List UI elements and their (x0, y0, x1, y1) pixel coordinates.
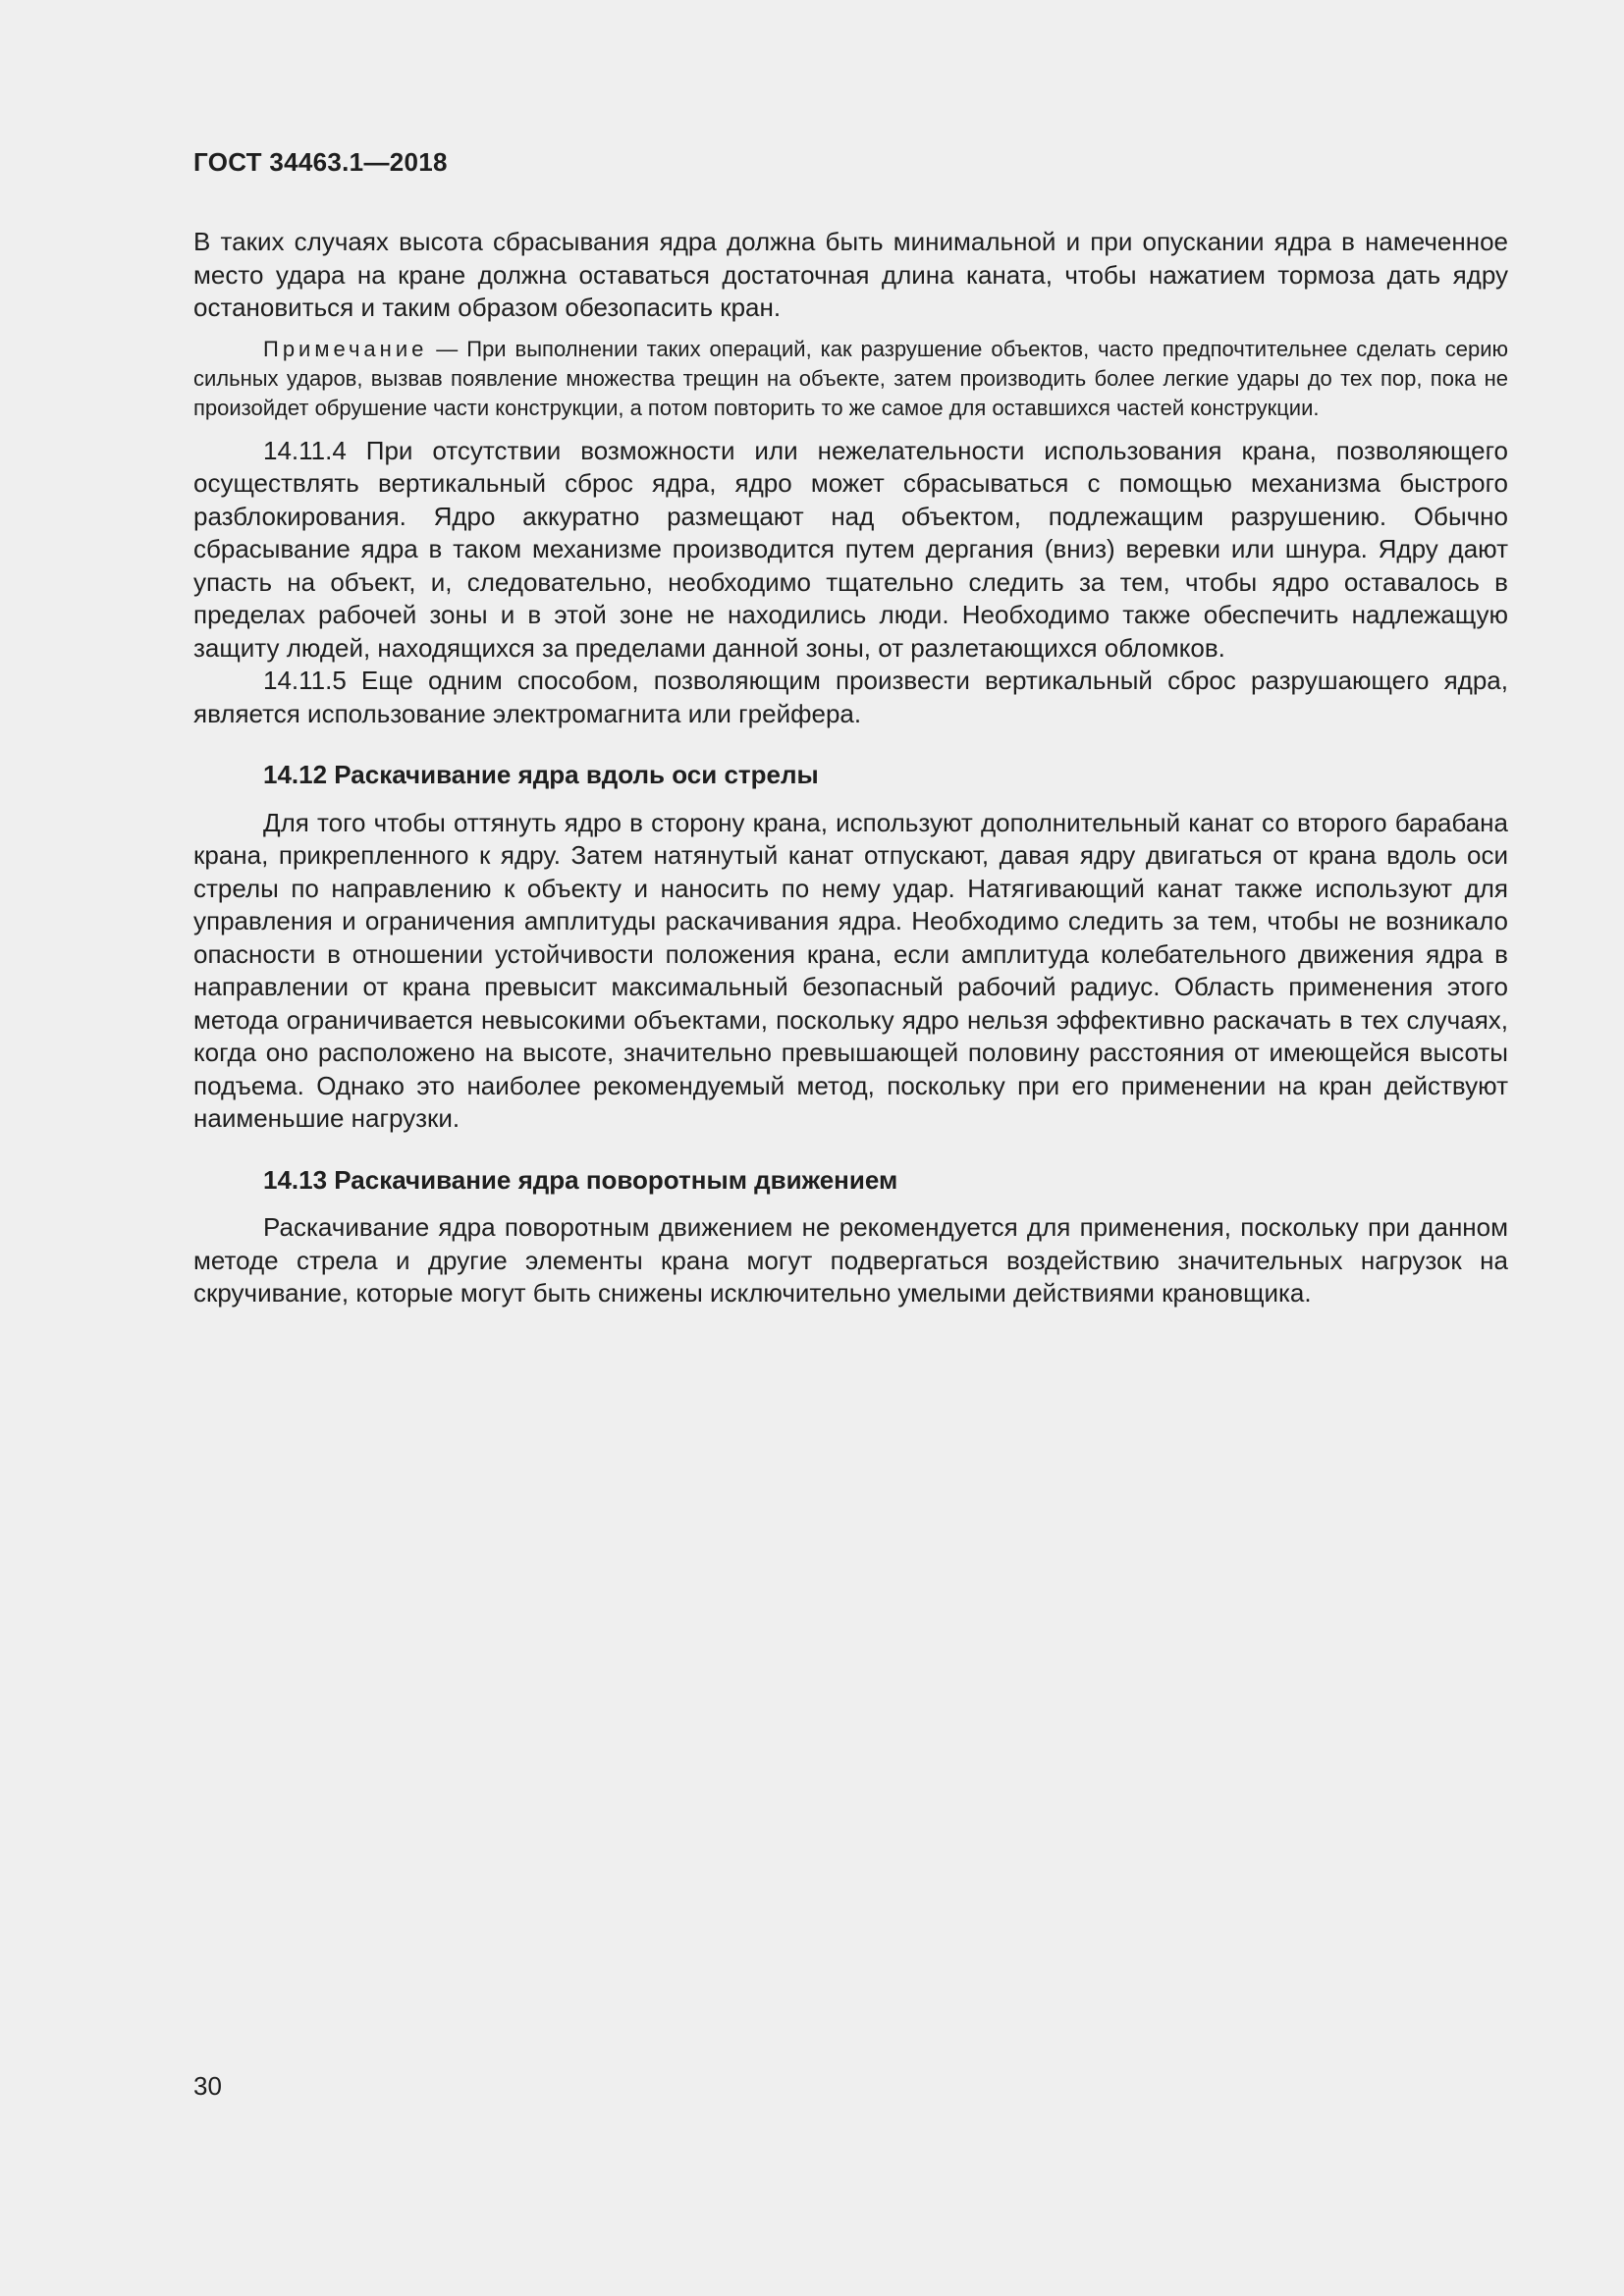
note-label: Примечание (263, 336, 428, 361)
paragraph-intro: В таких случаях высота сбрасывания ядра должна быть минимальной и при опускании ядра в намеченное место удара на кране должна оставаться достаточная длина каната, чтобы нажатием тормоза дать ядру остановиться и таким образом обезопасить кран. (193, 227, 1508, 322)
page-body (193, 226, 1508, 1310)
note-paragraph (193, 335, 1508, 423)
paragraph-14-11-4: 14.11.4 При отсутствии возможности или нежелательности использования крана, позволяющего осуществлять вертикальный сброс ядра, ядро может сбрасываться с помощью механизма быстрого разблокирования. Ядро аккуратно размещают над объектом, подлежащим разрушению. Обычно сбрасывание ядра в таком механизме производится путем дергания (вниз) веревки или шнура. Ядру дают упасть на объект, и, следовательно, необходимо тщательно следить за тем, чтобы ядро оставалось в пределах рабочей зоны и в этой зоне не находились люди. Необходимо также обеспечить надлежащую защиту людей, находящихся за пределами данной зоны, от разлетающихся обломков. (193, 435, 1508, 663)
document-code-header: ГОСТ 34463.1—2018 (193, 147, 448, 177)
paragraph-14-11-5: 14.11.5 Еще одним способом, позволяющим произвести вертикальный сброс разрушающего ядра, является использование электромагнита или грейфера. (193, 666, 1508, 728)
section-heading-14-13: 14.13 Раскачивание ядра поворотным движением (263, 1164, 898, 1195)
paragraph-14-13: Раскачивание ядра поворотным движением не рекомендуется для применения, поскольку при данном методе стрела и другие элементы крана могут подвергаться воздействию значительных нагрузок на скручивание, которые могут быть снижены исключительно умелыми действиями крановщика. (193, 1212, 1508, 1308)
note-text: — При выполнении таких операций, как разрушение объектов, часто предпочтительнее сделать серию сильных ударов, вызвав появление множества трещин на объекте, затем производить более легкие удары до тех пор, пока не произойдет обрушение части конструкции, а потом повторить то же самое для оставшихся частей конструкции. (193, 336, 1508, 420)
section-heading-14-12: 14.12 Раскачивание ядра вдоль оси стрелы (263, 760, 819, 789)
page-number: 30 (193, 2071, 222, 2101)
paragraph-14-12: Для того чтобы оттянуть ядро в сторону крана, используют дополнительный канат со второго барабана крана, прикрепленного к ядру. Затем натянутый канат отпускают, давая ядру двигаться от крана вдоль оси стрелы по направлению к объекту и наносить по нему удар. Натягивающий канат также используют для управления и ограничения амплитуды раскачивания ядра. Необходимо следить за тем, чтобы не возникало опасности в отношении устойчивости положения крана, если амплитуда колебательного движения ядра в направлении от крана превысит максимальный безопасный рабочий радиус. Область применения этого метода ограничивается невысокими объектами, поскольку ядро нельзя эффективно раскачать в тех случаях, когда оно расположено на высоте, значительно превышающей половину расстояния от имеющейся высоты подъема. Однако это наиболее рекомендуемый метод, поскольку при его применении на кран действуют наименьшие нагрузки. (193, 807, 1508, 1133)
